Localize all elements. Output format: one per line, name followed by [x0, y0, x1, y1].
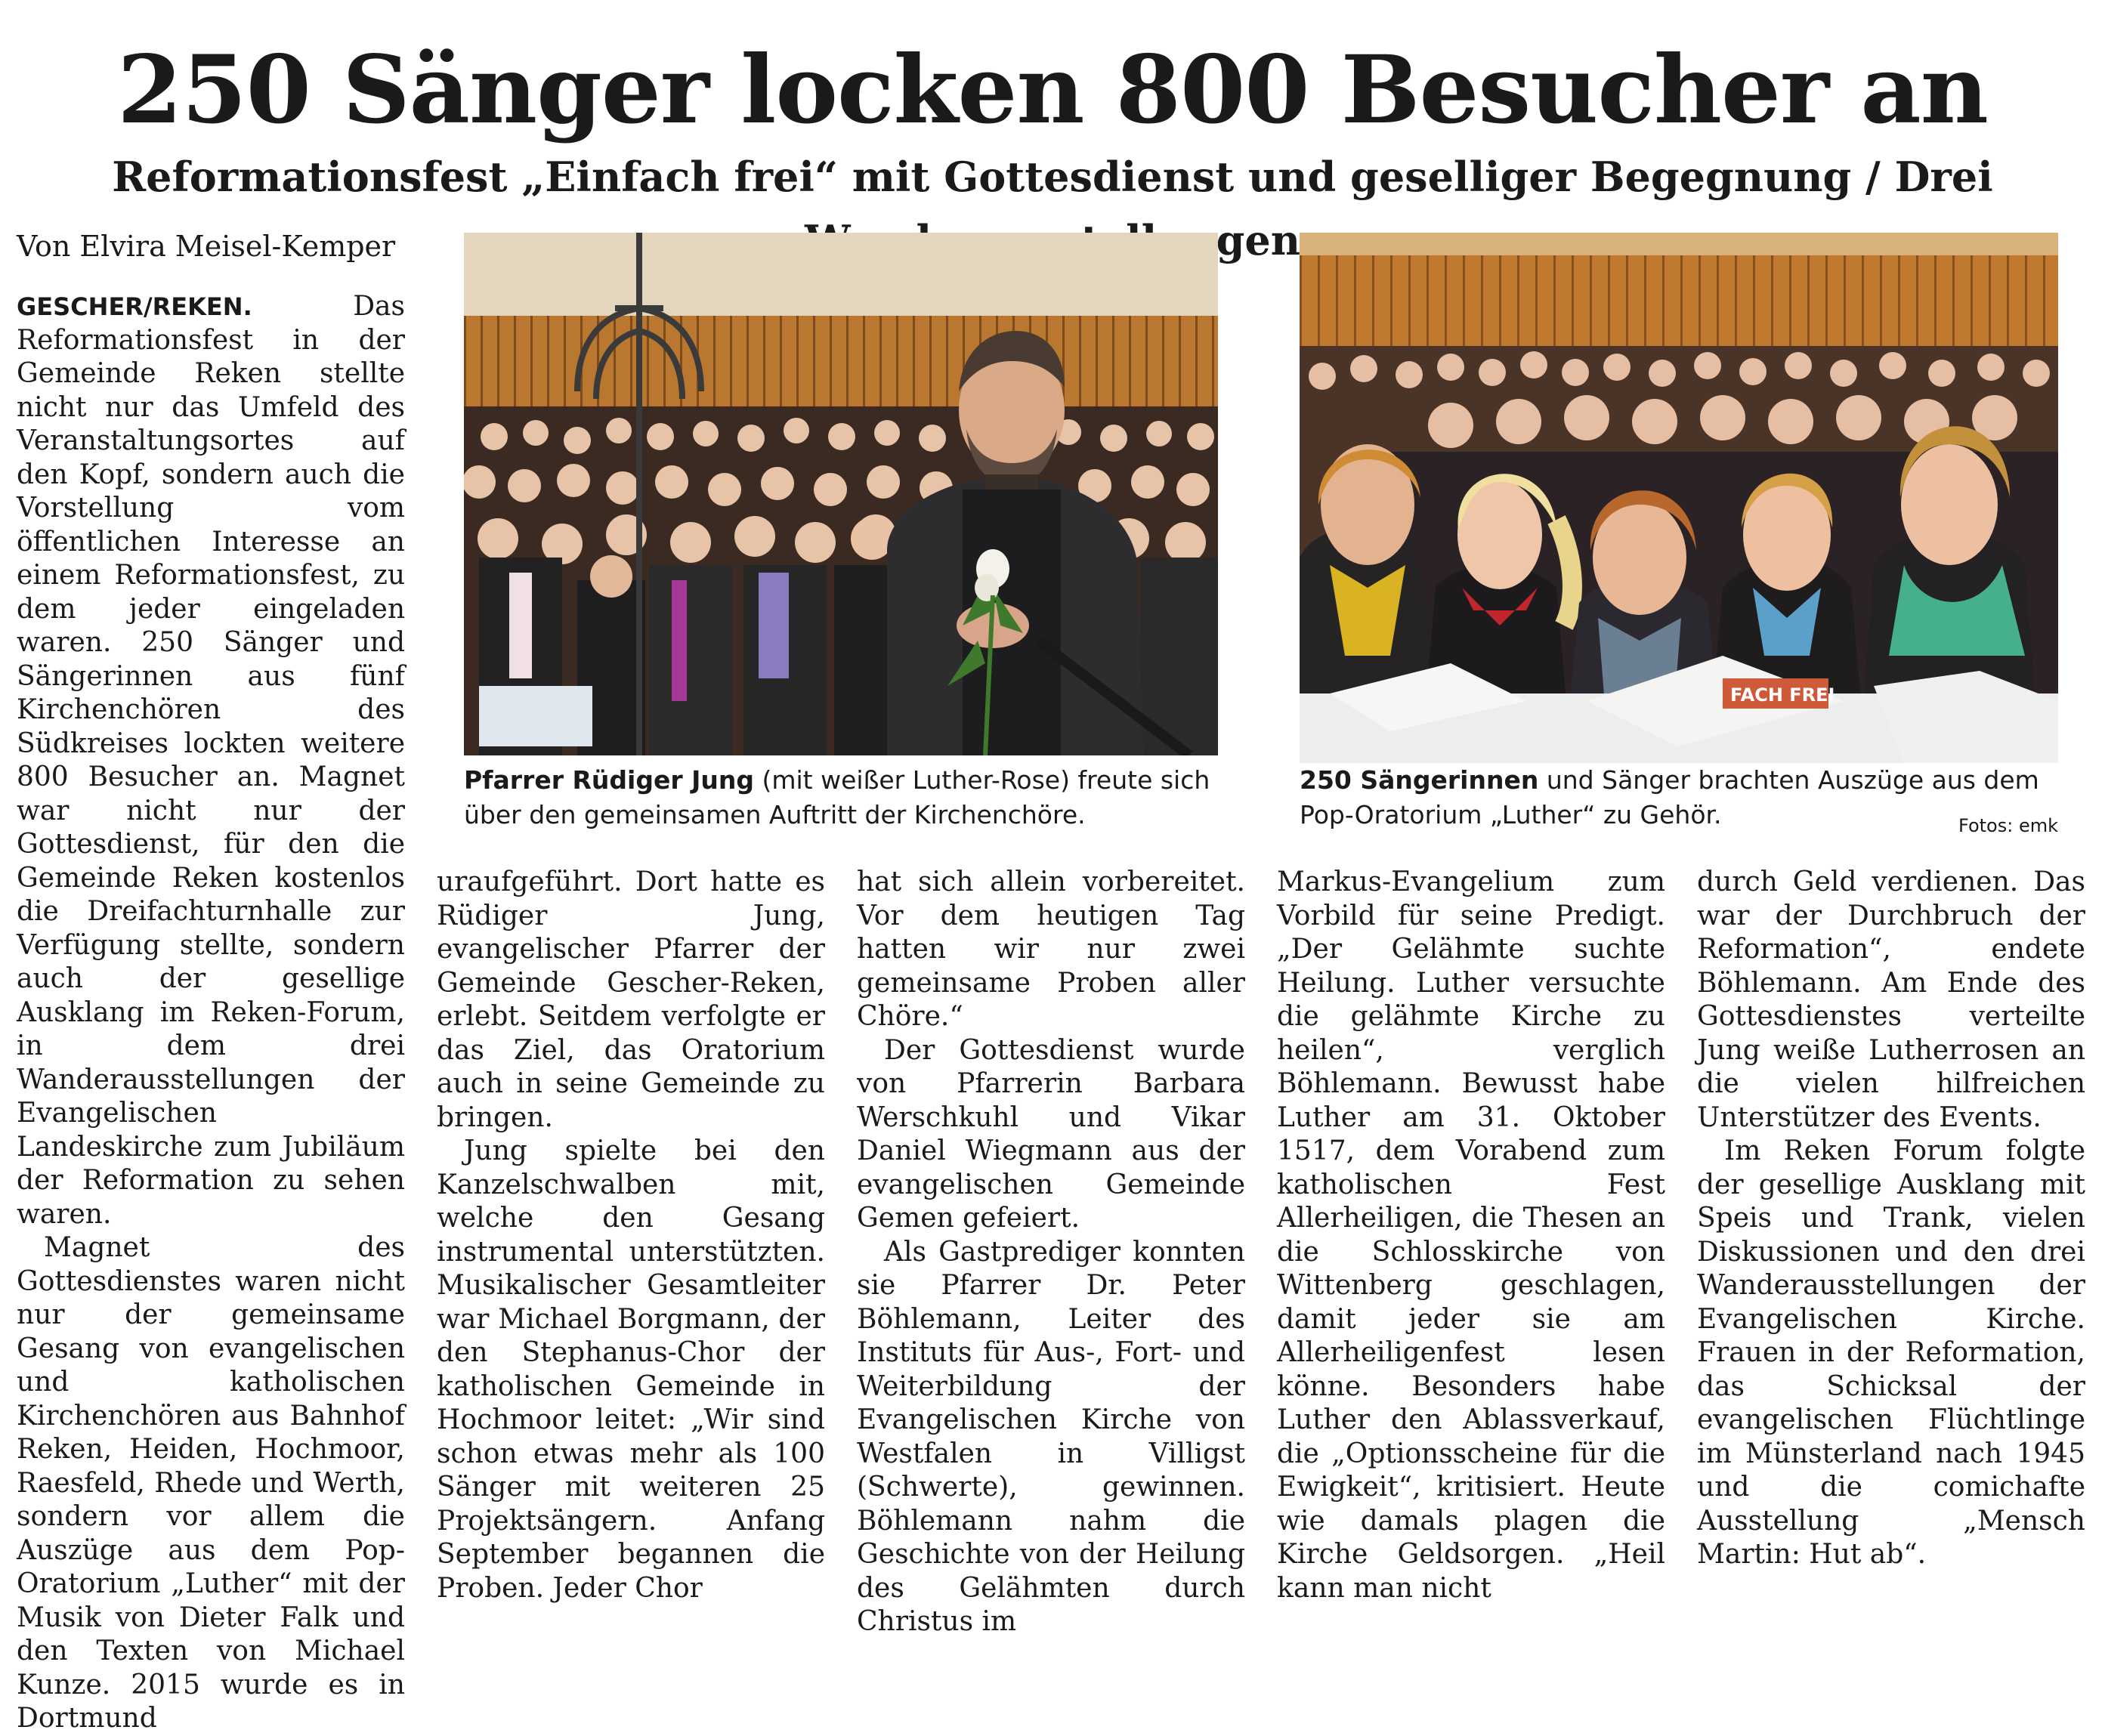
photo-singers-illustration — [1300, 233, 2058, 763]
paragraph: Als Gastprediger konnten sie Pfarrer Dr. Peter Böhlemann, Leiter des Instituts für Aus-, Fort- und Weiterbildung der Evangelischen Kirche von Westfalen in Villigst (Schwerte), gewinnen. Böhlemann nahm die Geschichte von der Heilung des Gelähmten durch Christus im — [857, 1236, 1245, 1637]
paragraph: Jung spielte bei den Kanzelschwalben mit, welche den Gesang instrumental unterstützten. Musikalischer Gesamtleiter war Michael Borgmann, der den Stephanus-Chor der katholischen Gemeinde in Hochmoor leitet: „Wir sind schon etwas mehr als 100 Sänger mit weiteren 25 Projektsängern. Anfang September begannen die Proben. Jeder Chor — [437, 1135, 825, 1604]
headline: 250 Sänger locken 800 Besucher an — [117, 36, 1988, 145]
article-column-2 — [437, 866, 825, 1605]
paragraph: uraufgeführt. Dort hatte es Rüdiger Jung, evangelischer Pfarrer der Gemeinde Gescher-Reken, erlebt. Seitdem verfolgte er das Ziel, das Oratorium auch in seine Gemeinde zu bringen. — [437, 866, 825, 1133]
caption-bold: 250 Sängerinnen — [1300, 765, 1539, 795]
article-column-1 — [17, 290, 405, 1736]
photo-singers — [1300, 233, 2058, 763]
sheet-music-text: FACH FREI — [1730, 684, 1835, 706]
caption-text: (mit weißer Luther-Rose) freute sich über den gemeinsamen Auftritt der Kirchenchöre. — [464, 765, 1210, 829]
paragraph: hat sich allein vorbereitet. Vor dem heutigen Tag hatten wir nur zwei gemeinsame Proben aller Chöre.“ — [857, 866, 1245, 1032]
paragraph-text: Das Reformationsfest in der Gemeinde Reken stellte nicht nur das Umfeld des Veranstaltungsortes auf den Kopf, sondern auch die Vorstellung vom öffentlichen Interesse an einem Reformationsfest, zu dem jeder eingeladen waren. 250 Sänger und Sängerinnen aus fünf Kirchenchören des Südkreises lockten weitere 800 Besucher an. Magnet war nicht nur der Gottesdienst, für den die Gemeinde Reken kostenlos die Dreifachturnhalle zur Verfügung stellte, sondern auch der gesellige Ausklang im Reken-Forum, in dem drei Wanderausstellungen der Evangelischen Landeskirche zum Jubiläum der Reformation zu sehen waren. — [17, 291, 405, 1230]
article-column-4 — [1277, 866, 1665, 1605]
caption-bold: Pfarrer Rüdiger Jung — [464, 765, 754, 795]
paragraph: durch Geld verdienen. Das war der Durchbruch der Reformation“, endete Böhlemann. Am Ende des Gottesdienstes verteilte Jung weiße Lutherrosen an die vielen hilfreichen Unterstützer des Events. — [1697, 866, 2085, 1133]
photo-1-caption — [464, 763, 1218, 832]
byline: Von Elvira Meisel-Kemper — [17, 230, 396, 263]
photo-pastor-with-choir — [464, 233, 1218, 755]
paragraph — [17, 290, 405, 1231]
subheadline: Reformationsfest „Einfach frei“ mit Gottesdienst und geselliger Begegnung / Drei — [112, 153, 1993, 201]
paragraph: Magnet des Gottesdienstes waren nicht nur der gemeinsame Gesang von evangelischen und katholischen Kirchenchören aus Bahnhof Reken, Heiden, Hochmoor, Raesfeld, Rhede und Werth, sondern vor allem die Auszüge aus dem Pop-Oratorium „Luther“ mit der Musik von Dieter Falk und den Texten von Michael Kunze. 2015 wurde es in Dortmund — [17, 1232, 405, 1734]
article-column-5 — [1697, 866, 2085, 1572]
article-column-3 — [857, 866, 1245, 1639]
photo-credit: Fotos: emk — [1958, 815, 2058, 836]
paragraph: Markus-Evangelium zum Vorbild für seine Predigt. „Der Gelähmte suchte Heilung. Luther versuchte die gelähmte Kirche zu heilen“, verglich Böhlemann. Bewusst habe Luther am 31. Oktober 1517, dem Vorabend zum katholischen Fest Allerheiligen, die Thesen an die Schlosskirche von Wittenberg geschlagen, damit jeder sie am Allerheiligenfest lesen könne. Besonders habe Luther den Ablassverkauf, die „Optionsscheine für die Ewigkeit“, kritisiert. Heute wie damals plagen die Kirche Geldsorgen. „Heil kann man nicht — [1277, 866, 1665, 1604]
caption-text: und Sänger brachten Auszüge aus dem Pop-Oratorium „Luther“ zu Gehör. — [1300, 765, 2039, 829]
photo-pastor-illustration — [464, 233, 1218, 755]
paragraph: Im Reken Forum folgte der gesellige Ausklang mit Speis und Trank, vielen Diskussionen und den drei Wanderausstellungen der Evangelischen Kirche. Frauen in der Reformation, das Schicksal der evangelischen Flüchtlinge im Münsterland nach 1945 und die comichafte Ausstellung „Mensch Martin: Hut ab“. — [1697, 1135, 2085, 1570]
dateline: GESCHER/REKEN. — [17, 292, 252, 321]
paragraph: Der Gottesdienst wurde von Pfarrerin Barbara Werschkuhl und Vikar Daniel Wiegmann aus der evangelischen Gemeinde Gemen gefeiert. — [857, 1034, 1245, 1234]
